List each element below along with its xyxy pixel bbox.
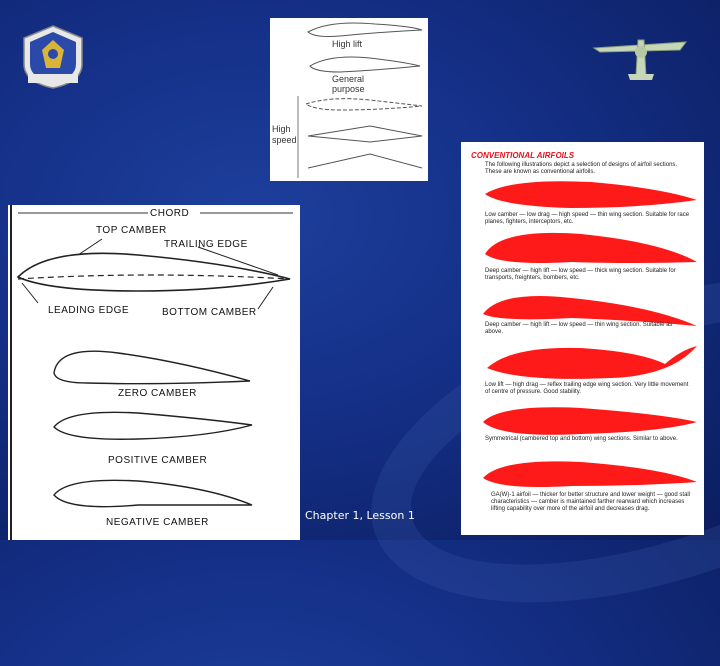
caption-2: Deep camber — high lift — low speed — thick wing section. Suitable for transports, freighters, bombers, etc. bbox=[485, 268, 676, 281]
caption-5: Symmetrical (cambered top and bottom) wing sections. Similar to above. bbox=[485, 436, 678, 442]
label-top-camber: TOP CAMBER bbox=[96, 225, 167, 236]
label-trailing-edge: TRAILING EDGE bbox=[164, 239, 248, 250]
label-positive-camber: POSITIVE CAMBER bbox=[108, 455, 208, 466]
camber-diagram-panel bbox=[8, 205, 300, 540]
caption-6: GA(W)-1 airfoil — thicker for better structure and lower weight — good stall characteristics — camber is maintained farther rearward which increases lifting capability over more of the airfoil and decreases drag. bbox=[491, 492, 691, 512]
conventional-airfoils-panel bbox=[461, 142, 704, 535]
label-high-lift: High lift bbox=[332, 39, 363, 49]
caption-4: Low lift — high drag — reflex trailing edge wing section. Very little movement of centre of pressure. Good stability. bbox=[485, 382, 689, 395]
footer-chapter: Chapter 1, Lesson 1 bbox=[305, 509, 415, 522]
camber-drawings bbox=[8, 205, 300, 540]
label-negative-camber: NEGATIVE CAMBER bbox=[106, 517, 209, 528]
caption-3: Deep camber — high lift — low speed — thin wing section. Suitable as above. bbox=[485, 322, 673, 335]
caption-1: Low camber — low drag — high speed — thin wing section. Suitable for race planes, fighters, interceptors, etc. bbox=[485, 212, 690, 225]
label-chord: CHORD bbox=[150, 208, 190, 219]
airplane-emblem-icon bbox=[592, 36, 688, 82]
air-force-shield-icon bbox=[20, 24, 86, 90]
panel-title: CONVENTIONAL AIRFOILS bbox=[471, 151, 575, 160]
airfoil-types-panel bbox=[270, 18, 428, 181]
panel-intro: The following illustrations depict a selection of designs of airfoil sections. These are known as conventional airfoils. bbox=[485, 162, 678, 175]
label-bottom-camber: BOTTOM CAMBER bbox=[162, 307, 257, 318]
label-high-speed: High speed bbox=[272, 124, 297, 145]
label-general-purpose: General purpose bbox=[332, 74, 365, 94]
label-zero-camber: ZERO CAMBER bbox=[118, 388, 197, 399]
label-leading-edge: LEADING EDGE bbox=[48, 305, 130, 316]
red-airfoil-shapes bbox=[461, 142, 704, 535]
